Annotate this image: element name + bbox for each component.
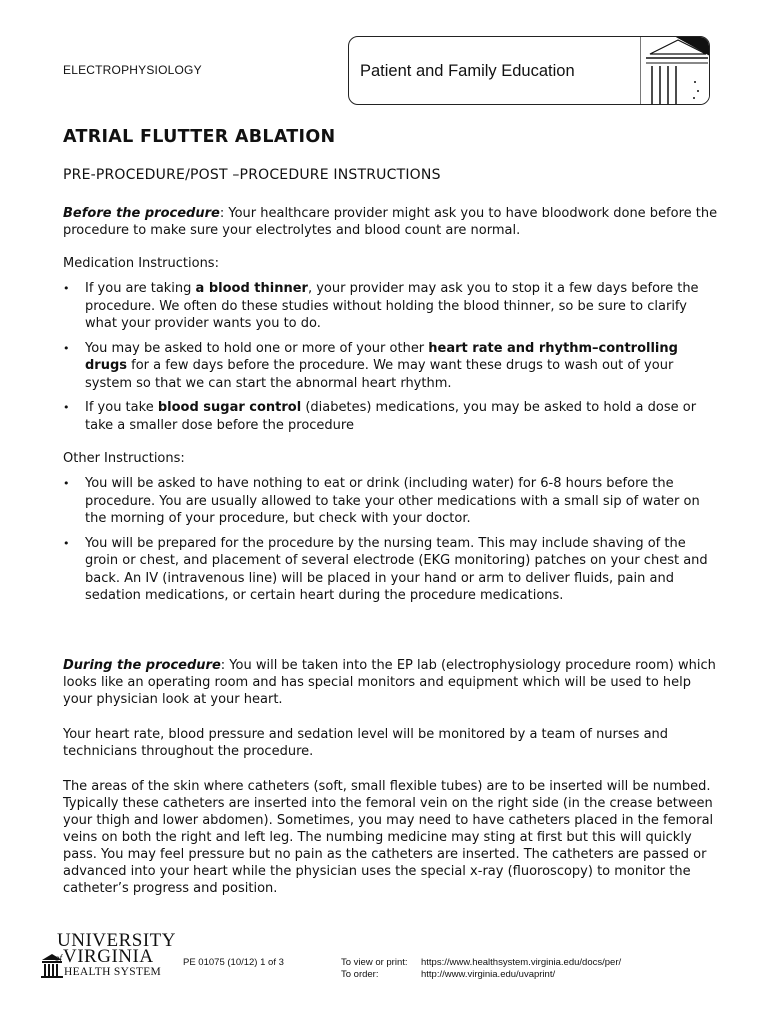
logo-virginia: VIRGINIA [63,946,154,967]
during-procedure-paragraph [63,657,718,708]
item-bold: heart rate and rhythm–controlling drugs [85,340,678,373]
other-instructions-list [63,475,718,612]
department-label: ELECTROPHYSIOLOGY [63,63,202,77]
before-procedure-label: Before the procedure [63,206,220,221]
item-text: for a few days before the procedure. We may want these drugs to wash out of your system so that we can start the abnormal heart rhythm. [85,358,674,391]
monitoring-paragraph: Your heart rate, blood pressure and sedation level will be monitored by a team of nurses and technicians throughout the procedure. [63,727,669,759]
document-id: PE 01075 (10/12) 1 of 3 [183,957,284,968]
view-url-link[interactable]: https://www.healthsystem.virginia.edu/docs/per/ [421,957,622,968]
list-item [63,280,718,333]
view-label: To view or print: [341,957,408,968]
list-item [63,340,718,393]
item-text: If you take [85,400,158,415]
footer-links [341,957,621,981]
list-item [63,399,718,434]
item-text: If you are taking [85,281,196,296]
before-procedure-paragraph [63,205,718,239]
document-subtitle: PRE-PROCEDURE/POST –PROCEDURE INSTRUCTIONS [63,167,441,183]
list-item: • You will be prepared for the procedure by the nursing team. This may include shaving of the groin or chest, and placement of several electrode (EKG monitoring) patches on your chest and back. An IV (intravenous line) will be placed in your hand or arm to deliver fluids, pain and sedation medications, or certain heart during the procedure medications. [63,535,718,605]
order-url-link[interactable]: http://www.virginia.edu/uvaprint/ [421,969,556,980]
item-text: , your provider may ask you to stop it a few days before the procedure. We often do these studies without holding the blood thinner, so be sure to clarify what your provider wants you to do. [85,281,699,331]
item-bold: a blood thinner [195,281,308,296]
medication-list [63,280,718,441]
logo-health-system: HEALTH SYSTEM [64,966,162,978]
logo-of: of [55,953,63,963]
other-instructions-heading: Other Instructions: [63,451,185,466]
before-procedure-text: : Your healthcare provider might ask you to have bloodwork done before the procedure to make sure your electrolytes and blood count are normal. [63,206,718,238]
banner-title: Patient and Family Education [360,62,575,80]
during-procedure-text: : You will be taken into the EP lab (electrophysiology procedure room) which looks like an operating room and has special monitors and equipment which will be used to help your physician look at your heart. [63,658,716,707]
rotunda-icon [640,36,710,105]
catheters-paragraph: The areas of the skin where catheters (soft, small flexible tubes) are to be inserted will be numbed. Typically these catheters are inserted into the femoral vein on the right side (in the crease between your thigh and lower abdomen). Sometimes, you may need to have catheters placed in the femoral veins on both the right and left leg. The numbing medicine may sting at first but this will quickly pass. You may feel pressure but no pain as the catheters are inserted. The catheters are passed or advanced into your heart while the physician uses the special x-ray (fluoroscopy) to monitor the catheter’s progress and position. [63,779,714,896]
medication-heading: Medication Instructions: [63,256,219,271]
uva-health-system-logo [41,930,176,982]
patient-education-banner [348,36,710,105]
order-label: To order: [341,969,379,980]
during-procedure-label: During the procedure [63,658,221,673]
document-title: ATRIAL FLUTTER ABLATION [63,127,336,147]
item-text: You may be asked to hold one or more of your other [85,340,429,356]
logo-university: UNIVERSITY [57,930,176,951]
list-item: • You will be asked to have nothing to eat or drink (including water) for 6-8 hours before the procedure. You are usually allowed to take your other medications with a small sip of water on the morning of your procedure, but check with your doctor. [63,475,718,528]
item-bold: blood sugar control [157,400,302,415]
item-text: (diabetes) medications, you may be asked to hold a dose or take a smaller dose before the procedure [85,400,697,433]
